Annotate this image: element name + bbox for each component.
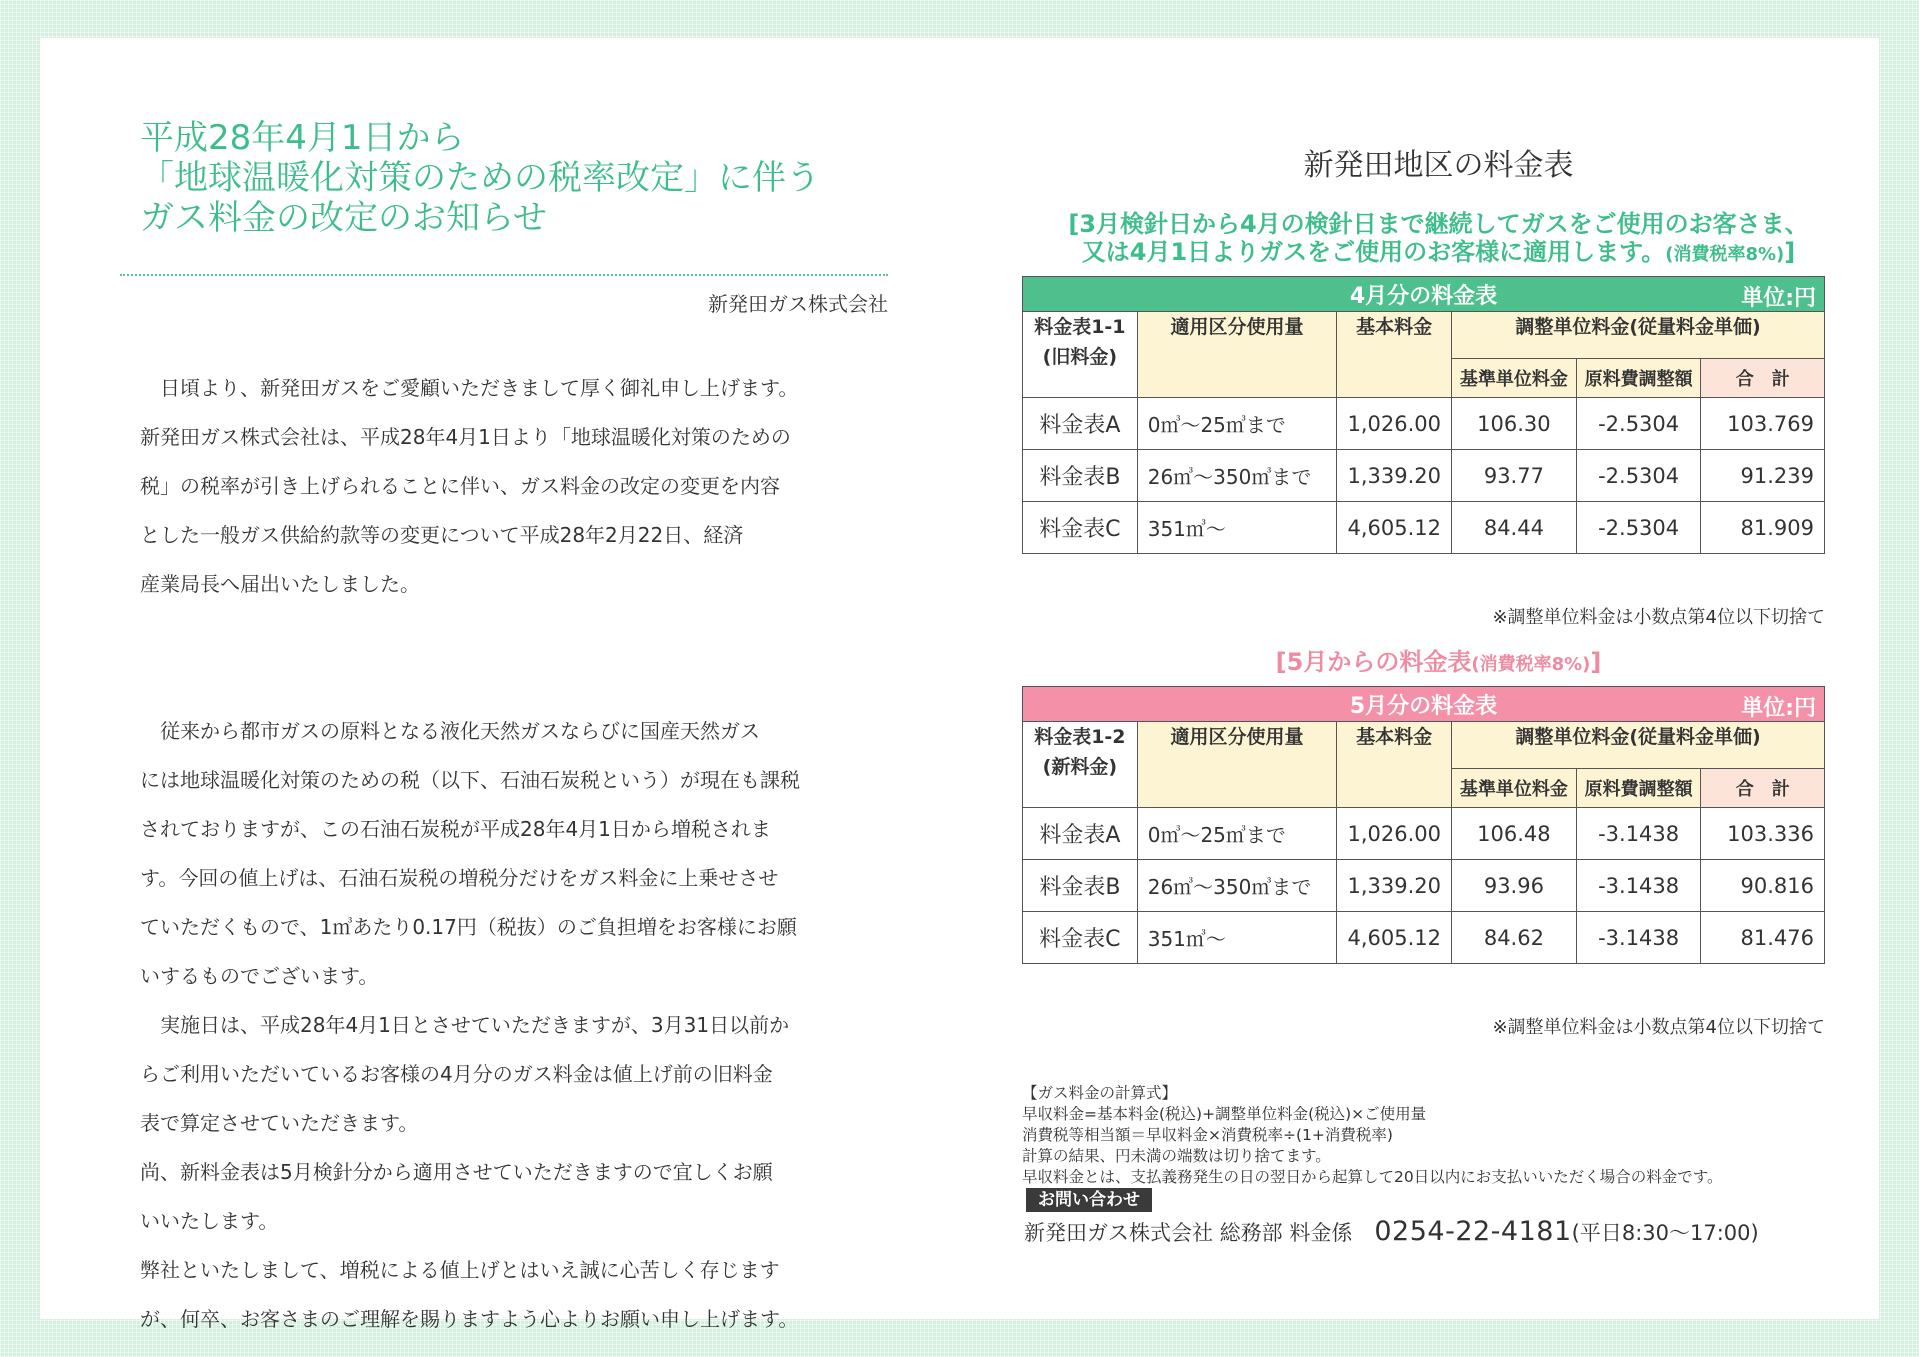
contact-hours: (平日8:30〜17:00) — [1571, 1221, 1759, 1245]
rate-name: 料金表C — [1023, 502, 1138, 554]
column-header-row — [1023, 722, 1825, 769]
contact-org: 新発田ガス株式会社 総務部 料金係 — [1024, 1221, 1353, 1245]
bracket-close: ] — [1590, 648, 1602, 676]
text-line: 弊社といたしまして、増税による値上げとはいえ誠に心苦しく存じます — [140, 1258, 780, 1282]
text-line: す。今回の値上げは、石油石炭税の増税分だけをガス料金に上乗せさせ — [140, 866, 779, 890]
col-raw-adjust: 原料費調整額 — [1576, 769, 1701, 808]
text-line: とした一般ガス供給約款等の変更について平成28年2月22日、経済 — [140, 523, 744, 547]
col-table-label: 料金表1-2 — [1034, 726, 1126, 748]
base-fee: 1,026.00 — [1337, 808, 1452, 860]
table-header — [1023, 687, 1825, 722]
title-line: ガス料金の改定のお知らせ — [140, 198, 547, 238]
total-unit-fee: 103.769 — [1701, 398, 1825, 450]
rate-name: 料金表C — [1023, 912, 1138, 964]
table-title: 5月分の料金表 — [1349, 693, 1498, 719]
subtitle-line — [1022, 238, 1855, 269]
col-raw-adjust: 原料費調整額 — [1576, 359, 1701, 398]
text-line: 尚、新料金表は5月検針分から適用させていただきますので宜しくお願 — [140, 1160, 773, 1184]
formula-line: 早収料金=基本料金(税込)+調整単位料金(税込)×ご使用量 — [1022, 1105, 1427, 1123]
col-table-sub: (旧料金) — [1042, 346, 1118, 368]
table-footnote: ※調整単位料金は小数点第4位以下切捨て — [1492, 607, 1825, 628]
col-table — [1023, 312, 1138, 398]
unit-label: 単位:円 — [1741, 696, 1816, 721]
table-title: 4月分の料金表 — [1349, 283, 1498, 309]
table-header-row — [1023, 277, 1825, 312]
col-standard: 基準単位料金 — [1452, 359, 1577, 398]
tax-rate-note: (消費税率8%) — [1471, 654, 1591, 675]
text-line: されておりますが、この石油石炭税が平成28年4月1日から増税されま — [140, 817, 771, 841]
text-line: らご利用いただいているお客様の4月分のガス料金は値上げ前の旧料金 — [140, 1062, 773, 1086]
col-base: 基本料金 — [1337, 722, 1452, 808]
text-line: 産業局長へ届出いたしました。 — [140, 572, 420, 596]
base-fee: 1,026.00 — [1337, 398, 1452, 450]
text-line: 新発田ガス株式会社は、平成28年4月1日より「地球温暖化対策のための — [140, 425, 791, 449]
standard-unit-fee: 93.77 — [1452, 450, 1577, 502]
col-total: 合 計 — [1701, 769, 1825, 808]
formula-line: 計算の結果、円未満の端数は切り捨てます。 — [1022, 1147, 1331, 1165]
table-row — [1023, 808, 1825, 860]
col-base: 基本料金 — [1337, 312, 1452, 398]
standard-unit-fee: 84.44 — [1452, 502, 1577, 554]
table-footnote: ※調整単位料金は小数点第4位以下切捨て — [1492, 1017, 1825, 1038]
rate-table-april — [1022, 276, 1825, 554]
total-unit-fee: 81.476 — [1701, 912, 1825, 964]
tax-rate-note: (消費税率8%) — [1665, 244, 1785, 265]
base-fee: 4,605.12 — [1337, 912, 1452, 964]
usage-range: 26㎥〜350㎥まで — [1137, 860, 1337, 912]
paragraph — [140, 364, 903, 609]
contact-info — [1024, 1216, 1759, 1247]
document-page — [40, 38, 1879, 1331]
subtitle-text: [5月からの料金表 — [1275, 648, 1472, 676]
table-row — [1023, 398, 1825, 450]
title-line: 平成28年4月1日から — [140, 118, 465, 158]
raw-material-adjust: -2.5304 — [1576, 398, 1701, 450]
col-range: 適用区分使用量 — [1137, 312, 1337, 398]
rate-subtitle-april — [1022, 210, 1855, 269]
text-line: 従来から都市ガスの原料となる液化天然ガスならびに国産天然ガス — [140, 719, 760, 743]
company-name: 新発田ガス株式会社 — [708, 292, 888, 316]
text-line: 実施日は、平成28年4月1日とさせていただきますが、3月31日以前か — [140, 1013, 790, 1037]
col-table-sub: (新料金) — [1042, 756, 1118, 778]
total-unit-fee: 103.336 — [1701, 808, 1825, 860]
notice-title — [140, 118, 903, 238]
rate-name: 料金表A — [1023, 808, 1138, 860]
table-row — [1023, 860, 1825, 912]
total-unit-fee: 91.239 — [1701, 450, 1825, 502]
standard-unit-fee: 106.30 — [1452, 398, 1577, 450]
formula-line: 消費税等相当額＝早収料金×消費税率÷(1+消費税率) — [1022, 1126, 1393, 1144]
col-total: 合 計 — [1701, 359, 1825, 398]
table-row — [1023, 912, 1825, 964]
rate-name: 料金表A — [1023, 398, 1138, 450]
col-table — [1023, 722, 1138, 808]
paragraph-gap — [140, 609, 903, 658]
bracket-close: ] — [1784, 238, 1796, 266]
rate-name: 料金表B — [1023, 450, 1138, 502]
total-unit-fee: 81.909 — [1701, 502, 1825, 554]
table-header-row — [1023, 687, 1825, 722]
dotted-divider — [120, 274, 888, 276]
rate-section-title: 新発田地区の料金表 — [1303, 148, 1574, 183]
col-adjust: 調整単位料金(従量料金単価) — [1452, 722, 1825, 769]
notice-body — [140, 364, 903, 1344]
text-line: 税」の税率が引き上げられることに伴い、ガス料金の改定の変更を内容 — [140, 474, 780, 498]
contact-label: お問い合わせ — [1026, 1188, 1152, 1212]
contact-phone: 0254-22-4181 — [1374, 1216, 1572, 1247]
formula-line: 早収料金とは、支払義務発生の日の翌日から起算して20日以内にお支払いいただく場合の料金です。 — [1022, 1168, 1723, 1186]
standard-unit-fee: 106.48 — [1452, 808, 1577, 860]
raw-material-adjust: -3.1438 — [1576, 808, 1701, 860]
text-line: いするものでございます。 — [140, 964, 379, 988]
base-fee: 1,339.20 — [1337, 450, 1452, 502]
rate-name: 料金表B — [1023, 860, 1138, 912]
paragraph — [140, 707, 903, 1344]
text-line: いいたします。 — [140, 1209, 279, 1233]
text-line: が、何卒、お客さまのご理解を賜りますよう心よりお願い申し上げます。 — [140, 1307, 799, 1331]
text-line: ていただくもので、1㎥あたり0.17円（税抜）のご負担増をお客様にお願 — [140, 915, 797, 939]
raw-material-adjust: -3.1438 — [1576, 860, 1701, 912]
base-fee: 1,339.20 — [1337, 860, 1452, 912]
usage-range: 351㎥〜 — [1137, 912, 1337, 964]
table-header — [1023, 277, 1825, 312]
raw-material-adjust: -3.1438 — [1576, 912, 1701, 964]
usage-range: 26㎥〜350㎥まで — [1137, 450, 1337, 502]
text-line: には地球温暖化対策のための税（以下、石油石炭税という）が現在も課税 — [140, 768, 800, 792]
table-row — [1023, 502, 1825, 554]
usage-range: 351㎥〜 — [1137, 502, 1337, 554]
rate-subtitle-may — [1022, 648, 1855, 679]
raw-material-adjust: -2.5304 — [1576, 450, 1701, 502]
subtitle-line: [3月検針日から4月の検針日まで継続してガスをご使用のお客さま、 — [1068, 210, 1809, 238]
col-adjust: 調整単位料金(従量料金単価) — [1452, 312, 1825, 359]
col-table-label: 料金表1-1 — [1034, 316, 1126, 338]
base-fee: 4,605.12 — [1337, 502, 1452, 554]
column-header-row — [1023, 312, 1825, 359]
title-line: 「地球温暖化対策のための税率改定」に伴う — [140, 158, 820, 198]
usage-range: 0㎥〜25㎥まで — [1137, 398, 1337, 450]
fee-formula — [1022, 1083, 1723, 1188]
raw-material-adjust: -2.5304 — [1576, 502, 1701, 554]
subtitle-text: 又は4月1日よりガスをご使用のお客様に適用します。 — [1081, 238, 1666, 266]
unit-label: 単位:円 — [1741, 286, 1816, 311]
table-row — [1023, 450, 1825, 502]
text-line: 表で算定させていただきます。 — [140, 1111, 419, 1135]
standard-unit-fee: 93.96 — [1452, 860, 1577, 912]
total-unit-fee: 90.816 — [1701, 860, 1825, 912]
paragraph-gap — [140, 658, 903, 707]
formula-line: 【ガス料金の計算式】 — [1022, 1084, 1178, 1102]
text-line: 日頃より、新発田ガスをご愛顧いただきまして厚く御礼申し上げます。 — [140, 376, 799, 400]
col-standard: 基準単位料金 — [1452, 769, 1577, 808]
standard-unit-fee: 84.62 — [1452, 912, 1577, 964]
col-range: 適用区分使用量 — [1137, 722, 1337, 808]
rate-table-may — [1022, 686, 1825, 964]
usage-range: 0㎥〜25㎥まで — [1137, 808, 1337, 860]
